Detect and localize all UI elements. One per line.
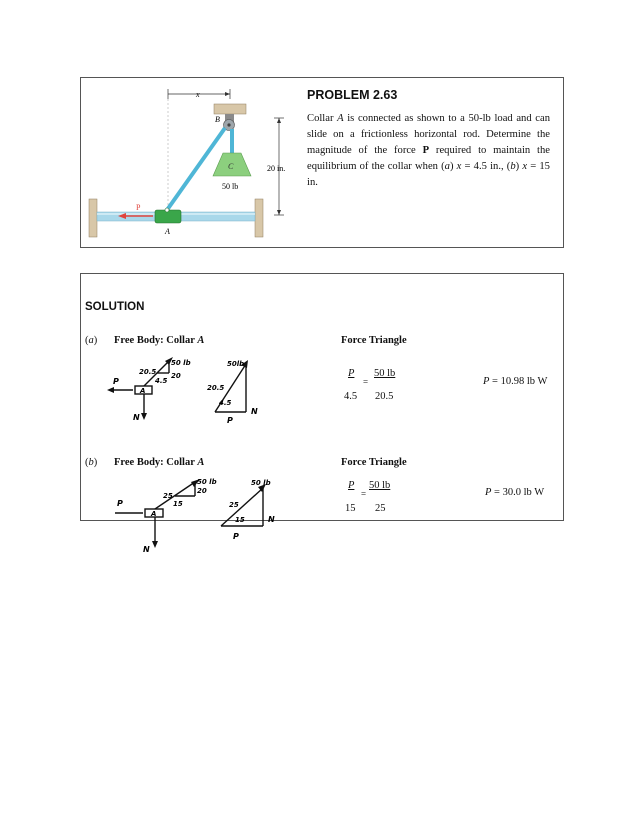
b-fb-horiz: 15 xyxy=(173,500,183,508)
part-b-triangle-sketch xyxy=(213,474,293,554)
b-fb-p: P xyxy=(117,499,123,508)
label-c: C xyxy=(228,162,234,171)
a-eq-right-num: 50 lb xyxy=(374,368,396,379)
a-eq-left-den: 4.5 xyxy=(344,391,358,402)
problem-statement: Collar A is connected as shown to a 50-lb load and can slide on a frictionless horizontal rod. Determine the magnitude of the force P required to maintain the equilibrium of the collar when (a) x = 4.5 in., (b) x = 15 in. xyxy=(307,113,550,188)
a-eq-left-num: P xyxy=(348,368,355,379)
a-eq-equals: = xyxy=(363,377,369,387)
b-fb-n: N xyxy=(143,545,150,554)
label-b: B xyxy=(215,115,220,124)
problem-box xyxy=(80,77,564,248)
a-tri-p: P xyxy=(227,416,233,425)
a-fb-vert: 20 xyxy=(171,372,181,380)
a-fb-a: A xyxy=(140,387,146,395)
part-a-triangle-sketch xyxy=(201,356,271,428)
a-tri-load: 50lb xyxy=(227,360,245,368)
b-fb-load: 50 lb xyxy=(197,478,217,486)
b-tri-horiz: 15 xyxy=(235,516,245,524)
part-a-free-body-sketch xyxy=(105,356,215,428)
b-eq-right-num: 50 lb xyxy=(369,480,391,491)
part-b-fb-label: Free Body: Collar A xyxy=(114,457,205,468)
b-eq-left-num: P xyxy=(348,480,355,491)
part-b-triangle-heading: Force Triangle xyxy=(341,457,407,468)
b-fb-hyp: 25 xyxy=(163,492,173,500)
a-fb-hyp: 20.5 xyxy=(139,368,157,376)
ceiling-support xyxy=(214,104,246,114)
b-tri-load: 50 lb xyxy=(251,479,271,487)
weight-label: 50 lb xyxy=(222,182,239,191)
problem-title: PROBLEM 2.63 xyxy=(307,88,398,102)
a-fb-n: N xyxy=(133,413,140,422)
part-a-label: (a) xyxy=(85,335,98,346)
a-fb-load: 50 lb xyxy=(171,359,191,367)
a-tri-hyp: 20.5 xyxy=(207,384,225,392)
right-wall-support xyxy=(255,199,263,237)
part-b-label: (b) xyxy=(85,457,98,468)
b-tri-hyp: 25 xyxy=(229,501,239,509)
left-wall-support xyxy=(89,199,97,237)
b-eq-left-den: 15 xyxy=(345,503,356,514)
b-eq-equals: = xyxy=(361,489,367,499)
b-tri-n: N xyxy=(268,515,275,524)
b-tri-p: P xyxy=(233,532,239,541)
label-p: P xyxy=(136,203,141,212)
problem-figure xyxy=(81,78,311,246)
a-eq-right-den: 20.5 xyxy=(375,391,394,402)
a-fb-p: P xyxy=(113,377,119,386)
b-fb-vert: 20 xyxy=(197,487,207,495)
b-result: P = 30.0 lb W xyxy=(485,487,545,498)
b-fb-a: A xyxy=(151,510,157,518)
a-fb-horiz: 4.5 xyxy=(155,377,168,385)
solution-heading: SOLUTION xyxy=(85,301,145,313)
part-a-triangle-heading: Force Triangle xyxy=(341,335,407,346)
solution-box xyxy=(80,273,564,554)
height-label: 20 in. xyxy=(267,164,286,173)
part-a-fb-label: Free Body: Collar A xyxy=(114,335,205,346)
a-tri-n: N xyxy=(251,407,258,416)
label-a: A xyxy=(165,227,170,236)
x-label: x xyxy=(196,90,200,99)
a-tri-horiz: 4.5 xyxy=(219,399,232,407)
b-eq-right-den: 25 xyxy=(375,503,386,514)
a-result: P = 10.98 lb W xyxy=(483,376,548,387)
